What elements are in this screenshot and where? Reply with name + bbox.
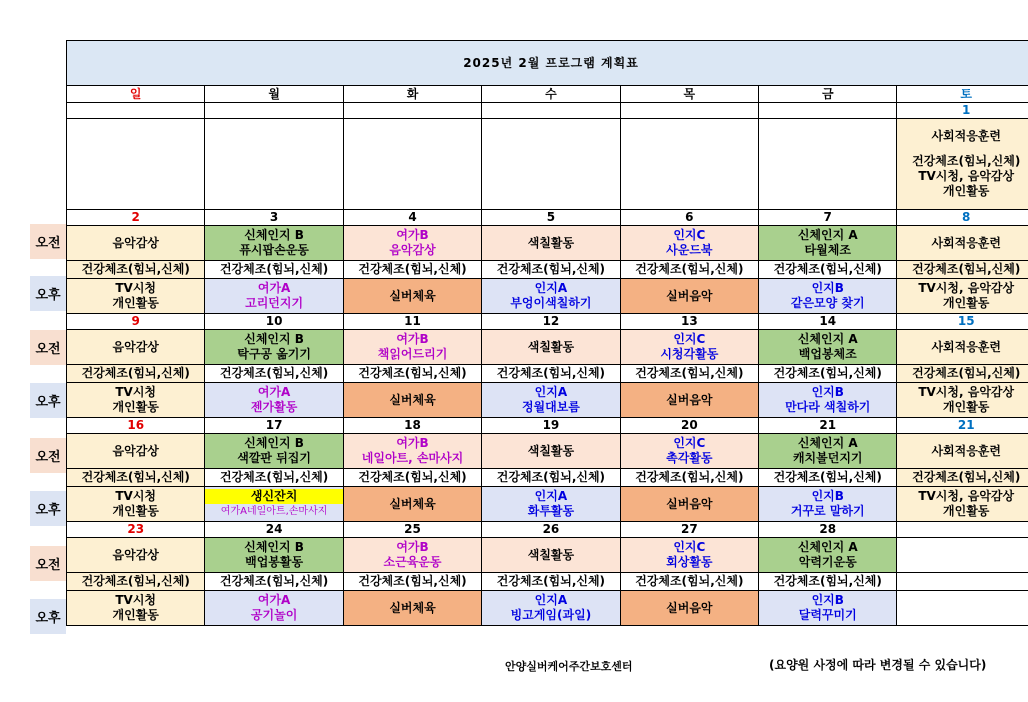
sat-mid-cell: 건강체조(힘뇌,신체) [897,365,1028,383]
tue-am-cell [343,330,481,365]
program-text: 음악감상 [112,235,159,250]
date-cell: 14 [759,314,897,330]
date-cell: 28 [759,522,897,538]
tue-pm-cell: 실버체육 [343,279,481,314]
fri-pm-cell [759,383,897,418]
date-cell: 27 [620,522,758,538]
sun-mid-cell: 건강체조(힘뇌,신체) [67,469,205,487]
day-header-tue: 화 [343,86,481,103]
date-cell [343,103,481,119]
program-text: TV시청 [115,281,157,295]
sun-am-cell [67,330,205,365]
sat-program-cell [897,119,1028,210]
thu-am-cell [620,434,758,469]
program-text: 색깔판 뒤집기 [237,451,311,465]
program-text: 거꾸로 말하기 [790,504,865,518]
date-cell: 11 [343,314,481,330]
day-header-mon: 월 [205,86,343,103]
fri-am-cell [759,330,897,365]
fri-am-cell [759,434,897,469]
program-text: 백업봉활동 [245,555,304,569]
program-text: 개인활동 [943,184,990,198]
program-text: 여가A [257,385,291,399]
program-text: 인지C [673,540,706,554]
program-text: 정월대보름 [521,400,580,414]
date-cell [759,103,897,119]
program-text: 빙고게임(과일) [510,608,592,622]
program-text: 개인활동 [112,504,159,518]
date-cell [482,103,620,119]
empty-cell [343,119,481,210]
sun-pm-cell [67,591,205,626]
am-label: 오전 [30,438,66,473]
program-text: 신체인지 B [244,436,304,450]
empty-cell [482,119,620,210]
program-text: 인지C [673,228,706,242]
program-text: 여가A네일아트,손마사지 [220,506,328,517]
date-cell: 16 [67,418,205,434]
program-text: 인지A [534,593,568,607]
date-cell: 17 [205,418,343,434]
program-text: 만다라 색칠하기 [785,400,871,414]
program-text: 퓨시팝손운동 [239,243,309,257]
day-header-sat: 토 [897,86,1028,103]
program-text: 젠가활동 [250,400,298,414]
am-label: 오전 [30,330,66,365]
mon-am-cell [205,330,343,365]
pm-label: 오후 [30,599,66,634]
tue-am-cell [343,434,481,469]
sat-am-cell [897,330,1028,365]
wed-mid-cell: 건강체조(힘뇌,신체) [482,573,620,591]
sat-pm-cell [897,591,1028,626]
program-text: 여가B [396,332,429,346]
sat-mid-cell: 건강체조(힘뇌,신체) [897,261,1028,279]
mon-am-cell [205,434,343,469]
day-header-sun: 일 [67,86,205,103]
program-text: 인지B [811,385,844,399]
program-text: 음악감상 [112,547,159,562]
wed-pm-cell [482,279,620,314]
thu-mid-cell: 건강체조(힘뇌,신체) [620,261,758,279]
empty-cell [620,119,758,210]
program-text: TV시청 [115,593,157,607]
sat-mid-cell [897,573,1028,591]
program-text: 촉각활동 [666,451,713,465]
fri-am-cell [759,538,897,573]
am-label: 오전 [30,546,66,581]
tue-mid-cell: 건강체조(힘뇌,신체) [343,469,481,487]
program-calendar [66,40,1028,626]
tue-am-cell [343,538,481,573]
program-text: 개인활동 [112,296,159,310]
program-text: 음악감상 [112,443,159,458]
fri-pm-cell [759,279,897,314]
program-text: 탁구공 옮기기 [237,347,311,361]
date-cell [67,103,205,119]
program-text: TV시청, 음악감상 [918,385,1015,399]
sat-pm-cell [897,279,1028,314]
date-cell: 12 [482,314,620,330]
program-text: 색칠활동 [527,547,575,562]
date-cell [897,522,1028,538]
thu-pm-cell: 실버음악 [620,279,758,314]
program-text: 음악감상 [112,339,159,354]
program-text: 화투활동 [527,504,575,518]
program-text: 음악감상 [389,243,436,257]
date-cell: 24 [205,522,343,538]
program-text: 시청각활동 [660,347,719,361]
date-cell: 3 [205,210,343,226]
sat-am-cell [897,538,1028,573]
program-text: 개인활동 [112,400,159,414]
program-text: 악력기운동 [798,555,857,569]
date-cell: 23 [67,522,205,538]
mon-mid-cell: 건강체조(힘뇌,신체) [205,573,343,591]
fri-pm-cell [759,487,897,522]
sat-am-cell [897,434,1028,469]
empty-cell [67,119,205,210]
mon-mid-cell: 건강체조(힘뇌,신체) [205,469,343,487]
date-cell: 19 [482,418,620,434]
sun-pm-cell [67,279,205,314]
program-text: 네일아트, 손마사지 [361,451,464,465]
date-cell: 18 [343,418,481,434]
tue-mid-cell: 건강체조(힘뇌,신체) [343,573,481,591]
date-cell: 9 [67,314,205,330]
program-text: 사회적응훈련 [931,339,1001,354]
mon-pm-cell [205,591,343,626]
thu-pm-cell: 실버음악 [620,383,758,418]
date-cell: 21 [897,418,1028,434]
mon-mid-cell: 건강체조(힘뇌,신체) [205,365,343,383]
program-text: TV시청, 음악감상 [918,281,1015,295]
program-text: 신체인지 A [797,228,858,242]
tue-pm-cell: 실버체육 [343,487,481,522]
fri-am-cell [759,226,897,261]
sun-am-cell [67,434,205,469]
center-name: 안양실버케어주간보호센터 [505,660,633,673]
empty-cell [205,119,343,210]
program-text: 신체인지 A [797,540,858,554]
change-note: (요양원 사정에 따라 변경될 수 있습니다) [769,658,987,672]
program-text: 인지A [534,489,568,503]
fri-mid-cell: 건강체조(힘뇌,신체) [759,573,897,591]
thu-am-cell [620,538,758,573]
mon-pm-cell [205,383,343,418]
wed-am-cell [482,330,620,365]
program-text: 소근육운동 [383,555,442,569]
program-text: 색칠활동 [527,339,575,354]
thu-pm-cell: 실버음악 [620,591,758,626]
program-text: 인지B [811,281,844,295]
fri-mid-cell: 건강체조(힘뇌,신체) [759,261,897,279]
date-cell: 8 [897,210,1028,226]
fri-mid-cell: 건강체조(힘뇌,신체) [759,469,897,487]
wed-pm-cell [482,487,620,522]
mon-pm-cell [205,487,343,522]
sat-am-cell [897,226,1028,261]
program-text: 사회적응훈련 [931,129,1001,143]
pm-label: 오후 [30,383,66,418]
tue-pm-cell: 실버체육 [343,383,481,418]
date-cell: 6 [620,210,758,226]
am-label: 오전 [30,224,66,259]
program-text: 달력꾸미기 [798,608,857,622]
fri-pm-cell [759,591,897,626]
program-text: 신체인지 A [797,332,858,346]
program-text: 백업봉체조 [798,347,857,361]
mon-mid-cell: 건강체조(힘뇌,신체) [205,261,343,279]
empty-cell [759,119,897,210]
date-cell: 15 [897,314,1028,330]
pm-label: 오후 [30,491,66,526]
program-text: TV시청, 음악감상 [918,489,1015,503]
program-text: 고리던지기 [245,296,304,310]
program-text: 부엉이색칠하기 [510,296,592,310]
program-text: 개인활동 [943,504,990,518]
date-cell [620,103,758,119]
program-text: 회상활동 [666,555,713,569]
date-cell [205,103,343,119]
program-text: 인지C [673,332,706,346]
page-title: 2025년 2월 프로그램 계획표 [67,41,1028,86]
tue-mid-cell: 건강체조(힘뇌,신체) [343,365,481,383]
thu-am-cell [620,330,758,365]
program-text: 인지B [811,489,844,503]
program-text: 신체인지 B [244,332,304,346]
sun-am-cell [67,538,205,573]
wed-pm-cell [482,591,620,626]
day-header-wed: 수 [482,86,620,103]
program-text: 신체인지 B [244,228,304,242]
pm-label: 오후 [30,276,66,311]
program-text: 여가A [257,281,291,295]
thu-pm-cell: 실버음악 [620,487,758,522]
tue-am-cell [343,226,481,261]
day-header-fri: 금 [759,86,897,103]
program-text: 색칠활동 [527,235,575,250]
program-text: 인지B [811,593,844,607]
program-text: 인지C [673,436,706,450]
sun-mid-cell: 건강체조(힘뇌,신체) [67,365,205,383]
sun-pm-cell [67,383,205,418]
program-text: 개인활동 [112,608,159,622]
mon-pm-cell [205,279,343,314]
program-text: 개인활동 [943,296,990,310]
program-text: 생신잔치 [205,489,342,504]
program-text: 인지A [534,281,568,295]
program-text: 캐치볼던지기 [792,451,863,465]
program-text: 책읽어드리기 [377,347,448,361]
sun-mid-cell: 건강체조(힘뇌,신체) [67,573,205,591]
program-text: 여가B [396,540,429,554]
program-text: 사회적응훈련 [931,235,1001,250]
date-cell: 5 [482,210,620,226]
program-text: 신체인지 A [797,436,858,450]
date-cell: 10 [205,314,343,330]
program-text: TV시청 [115,489,157,503]
date-cell: 21 [759,418,897,434]
date-cell: 25 [343,522,481,538]
sun-pm-cell [67,487,205,522]
wed-am-cell [482,538,620,573]
program-text: TV시청 [115,385,157,399]
program-text: 인지A [534,385,568,399]
program-text: 타월체조 [804,243,851,257]
date-cell: 26 [482,522,620,538]
thu-mid-cell: 건강체조(힘뇌,신체) [620,573,758,591]
program-text: 사회적응훈련 [931,443,1001,458]
program-text: 개인활동 [943,400,990,414]
thu-am-cell [620,226,758,261]
wed-mid-cell: 건강체조(힘뇌,신체) [482,469,620,487]
date-cell: 2 [67,210,205,226]
wed-mid-cell: 건강체조(힘뇌,신체) [482,365,620,383]
sat-pm-cell [897,487,1028,522]
program-text: 사운드북 [666,243,713,257]
program-text: 같은모양 찾기 [790,296,865,310]
date-cell: 20 [620,418,758,434]
mon-am-cell [205,226,343,261]
date-cell: 13 [620,314,758,330]
thu-mid-cell: 건강체조(힘뇌,신체) [620,469,758,487]
date-cell: 4 [343,210,481,226]
day-header-thu: 목 [620,86,758,103]
program-text: TV시청, 음악감상 [918,169,1015,183]
sun-am-cell [67,226,205,261]
program-text: 색칠활동 [527,443,575,458]
program-text: 여가B [396,228,429,242]
program-text: 신체인지 B [244,540,304,554]
program-text: 공기놀이 [250,608,298,622]
sun-mid-cell: 건강체조(힘뇌,신체) [67,261,205,279]
fri-mid-cell: 건강체조(힘뇌,신체) [759,365,897,383]
sat-pm-cell [897,383,1028,418]
program-text: 여가B [396,436,429,450]
tue-mid-cell: 건강체조(힘뇌,신체) [343,261,481,279]
date-cell: 1 [897,103,1028,119]
program-text: 건강체조(힘뇌,신체) [912,154,1021,168]
wed-pm-cell [482,383,620,418]
wed-am-cell [482,226,620,261]
wed-am-cell [482,434,620,469]
thu-mid-cell: 건강체조(힘뇌,신체) [620,365,758,383]
program-text: 여가A [257,593,291,607]
tue-pm-cell: 실버체육 [343,591,481,626]
sat-mid-cell: 건강체조(힘뇌,신체) [897,469,1028,487]
date-cell: 7 [759,210,897,226]
wed-mid-cell: 건강체조(힘뇌,신체) [482,261,620,279]
mon-am-cell [205,538,343,573]
